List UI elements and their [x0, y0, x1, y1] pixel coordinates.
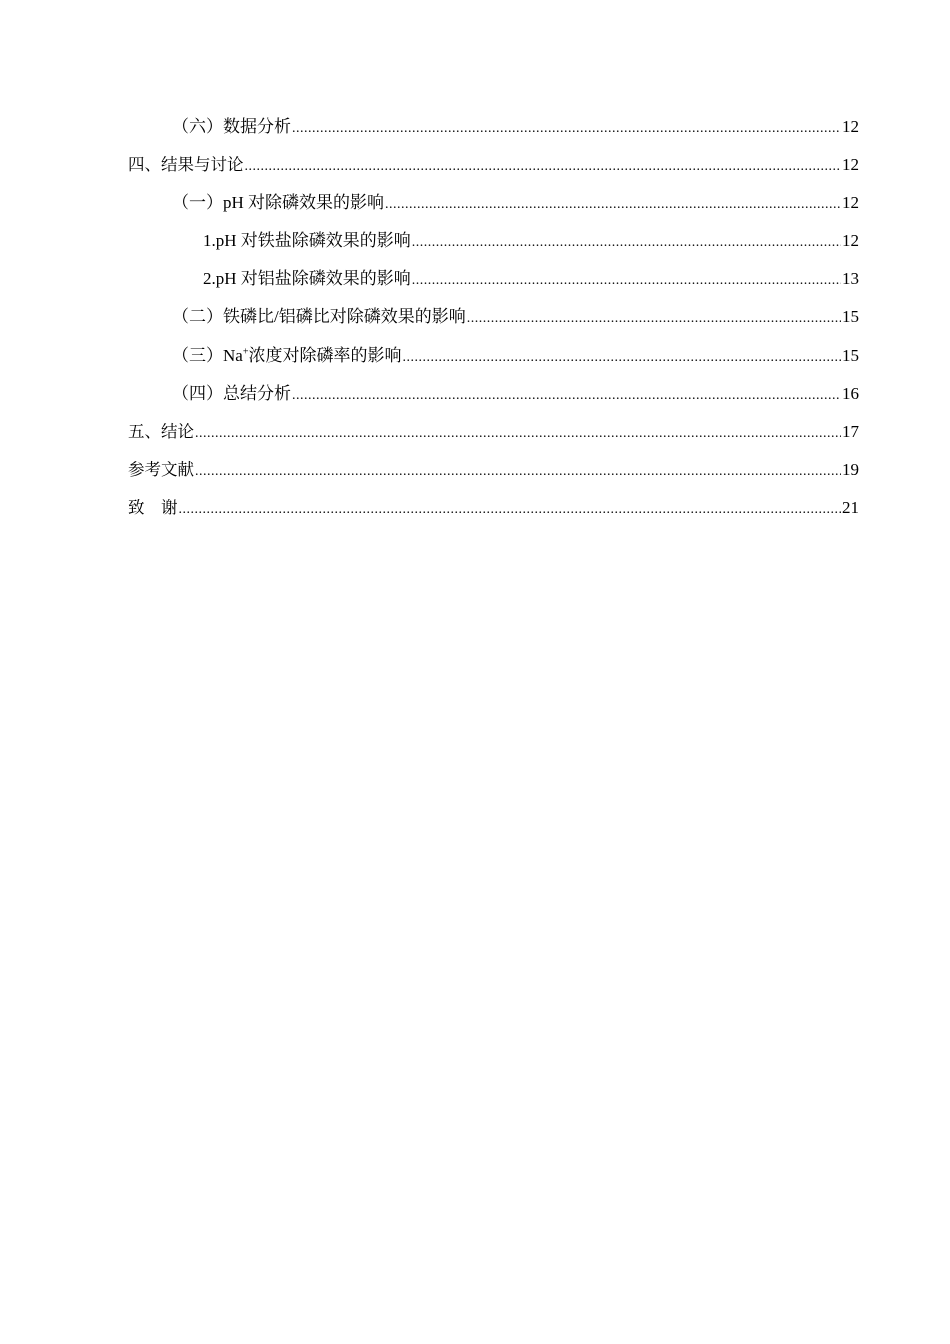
superscript-plus: +	[242, 345, 249, 357]
toc-entry-title: （四）总结分析	[172, 383, 291, 403]
toc-dot-leader	[412, 262, 841, 300]
toc-dot-leader	[292, 377, 841, 415]
toc-entry-title: （六）数据分析	[172, 117, 291, 136]
toc-entry-title-suffix: 浓度对除磷率的影响	[248, 345, 402, 365]
toc-entry-conclusion[interactable]	[128, 413, 859, 451]
toc-entry-title: 致 谢	[128, 497, 178, 517]
toc-dot-leader	[402, 339, 841, 377]
toc-dot-leader	[245, 148, 842, 186]
toc-page-number: 12	[842, 231, 859, 251]
toc-entry-title: 2.pH 对铝盐除磷效果的影响	[203, 269, 411, 289]
toc-entry-ph-aluminum-salt[interactable]	[128, 260, 859, 298]
toc-entry-title: 1.pH 对铁盐除磷效果的影响	[203, 231, 411, 251]
toc-entry-title: 四、结果与讨论	[128, 155, 244, 175]
toc-entry-acknowledgements[interactable]	[128, 489, 859, 527]
toc-entry-ph-effect[interactable]	[128, 184, 859, 222]
toc-page-number: 12	[842, 117, 859, 136]
toc-entry-ratio-effect[interactable]	[128, 298, 859, 336]
toc-page-number: 16	[842, 383, 859, 403]
toc-entry-ph-iron-salt[interactable]	[128, 222, 859, 260]
toc-page-number: 19	[842, 459, 859, 479]
toc-entry-results-discussion[interactable]	[128, 146, 859, 184]
toc-entry-title: （二）铁磷比/铝磷比对除磷效果的影响	[172, 307, 466, 327]
toc-page-number: 21	[842, 497, 859, 517]
toc-page-number: 15	[842, 345, 859, 365]
toc-page-number: 12	[842, 155, 859, 175]
toc-page-number: 13	[842, 269, 859, 289]
table-of-contents	[128, 108, 859, 527]
toc-dot-leader	[195, 415, 841, 453]
toc-page-number: 17	[842, 421, 859, 441]
toc-dot-leader	[292, 110, 841, 148]
toc-dot-leader	[467, 300, 841, 338]
toc-entry-references[interactable]	[128, 451, 859, 489]
toc-entry-sodium-effect[interactable]	[128, 337, 859, 375]
toc-dot-leader	[195, 453, 841, 491]
toc-page-number: 15	[842, 307, 859, 327]
toc-entry-title	[172, 337, 401, 375]
toc-dot-leader	[179, 491, 842, 529]
toc-entry-title: （一）pH 对除磷效果的影响	[172, 193, 385, 213]
toc-entry-summary-analysis[interactable]	[128, 375, 859, 413]
toc-page-number: 12	[842, 193, 859, 213]
toc-entry-title: 五、结论	[128, 421, 194, 441]
toc-entry-data-analysis[interactable]	[128, 108, 859, 146]
toc-entry-title-prefix: （三）Na	[172, 345, 243, 365]
toc-dot-leader	[385, 186, 841, 224]
toc-dot-leader	[412, 224, 841, 262]
toc-entry-title: 参考文献	[128, 459, 194, 479]
